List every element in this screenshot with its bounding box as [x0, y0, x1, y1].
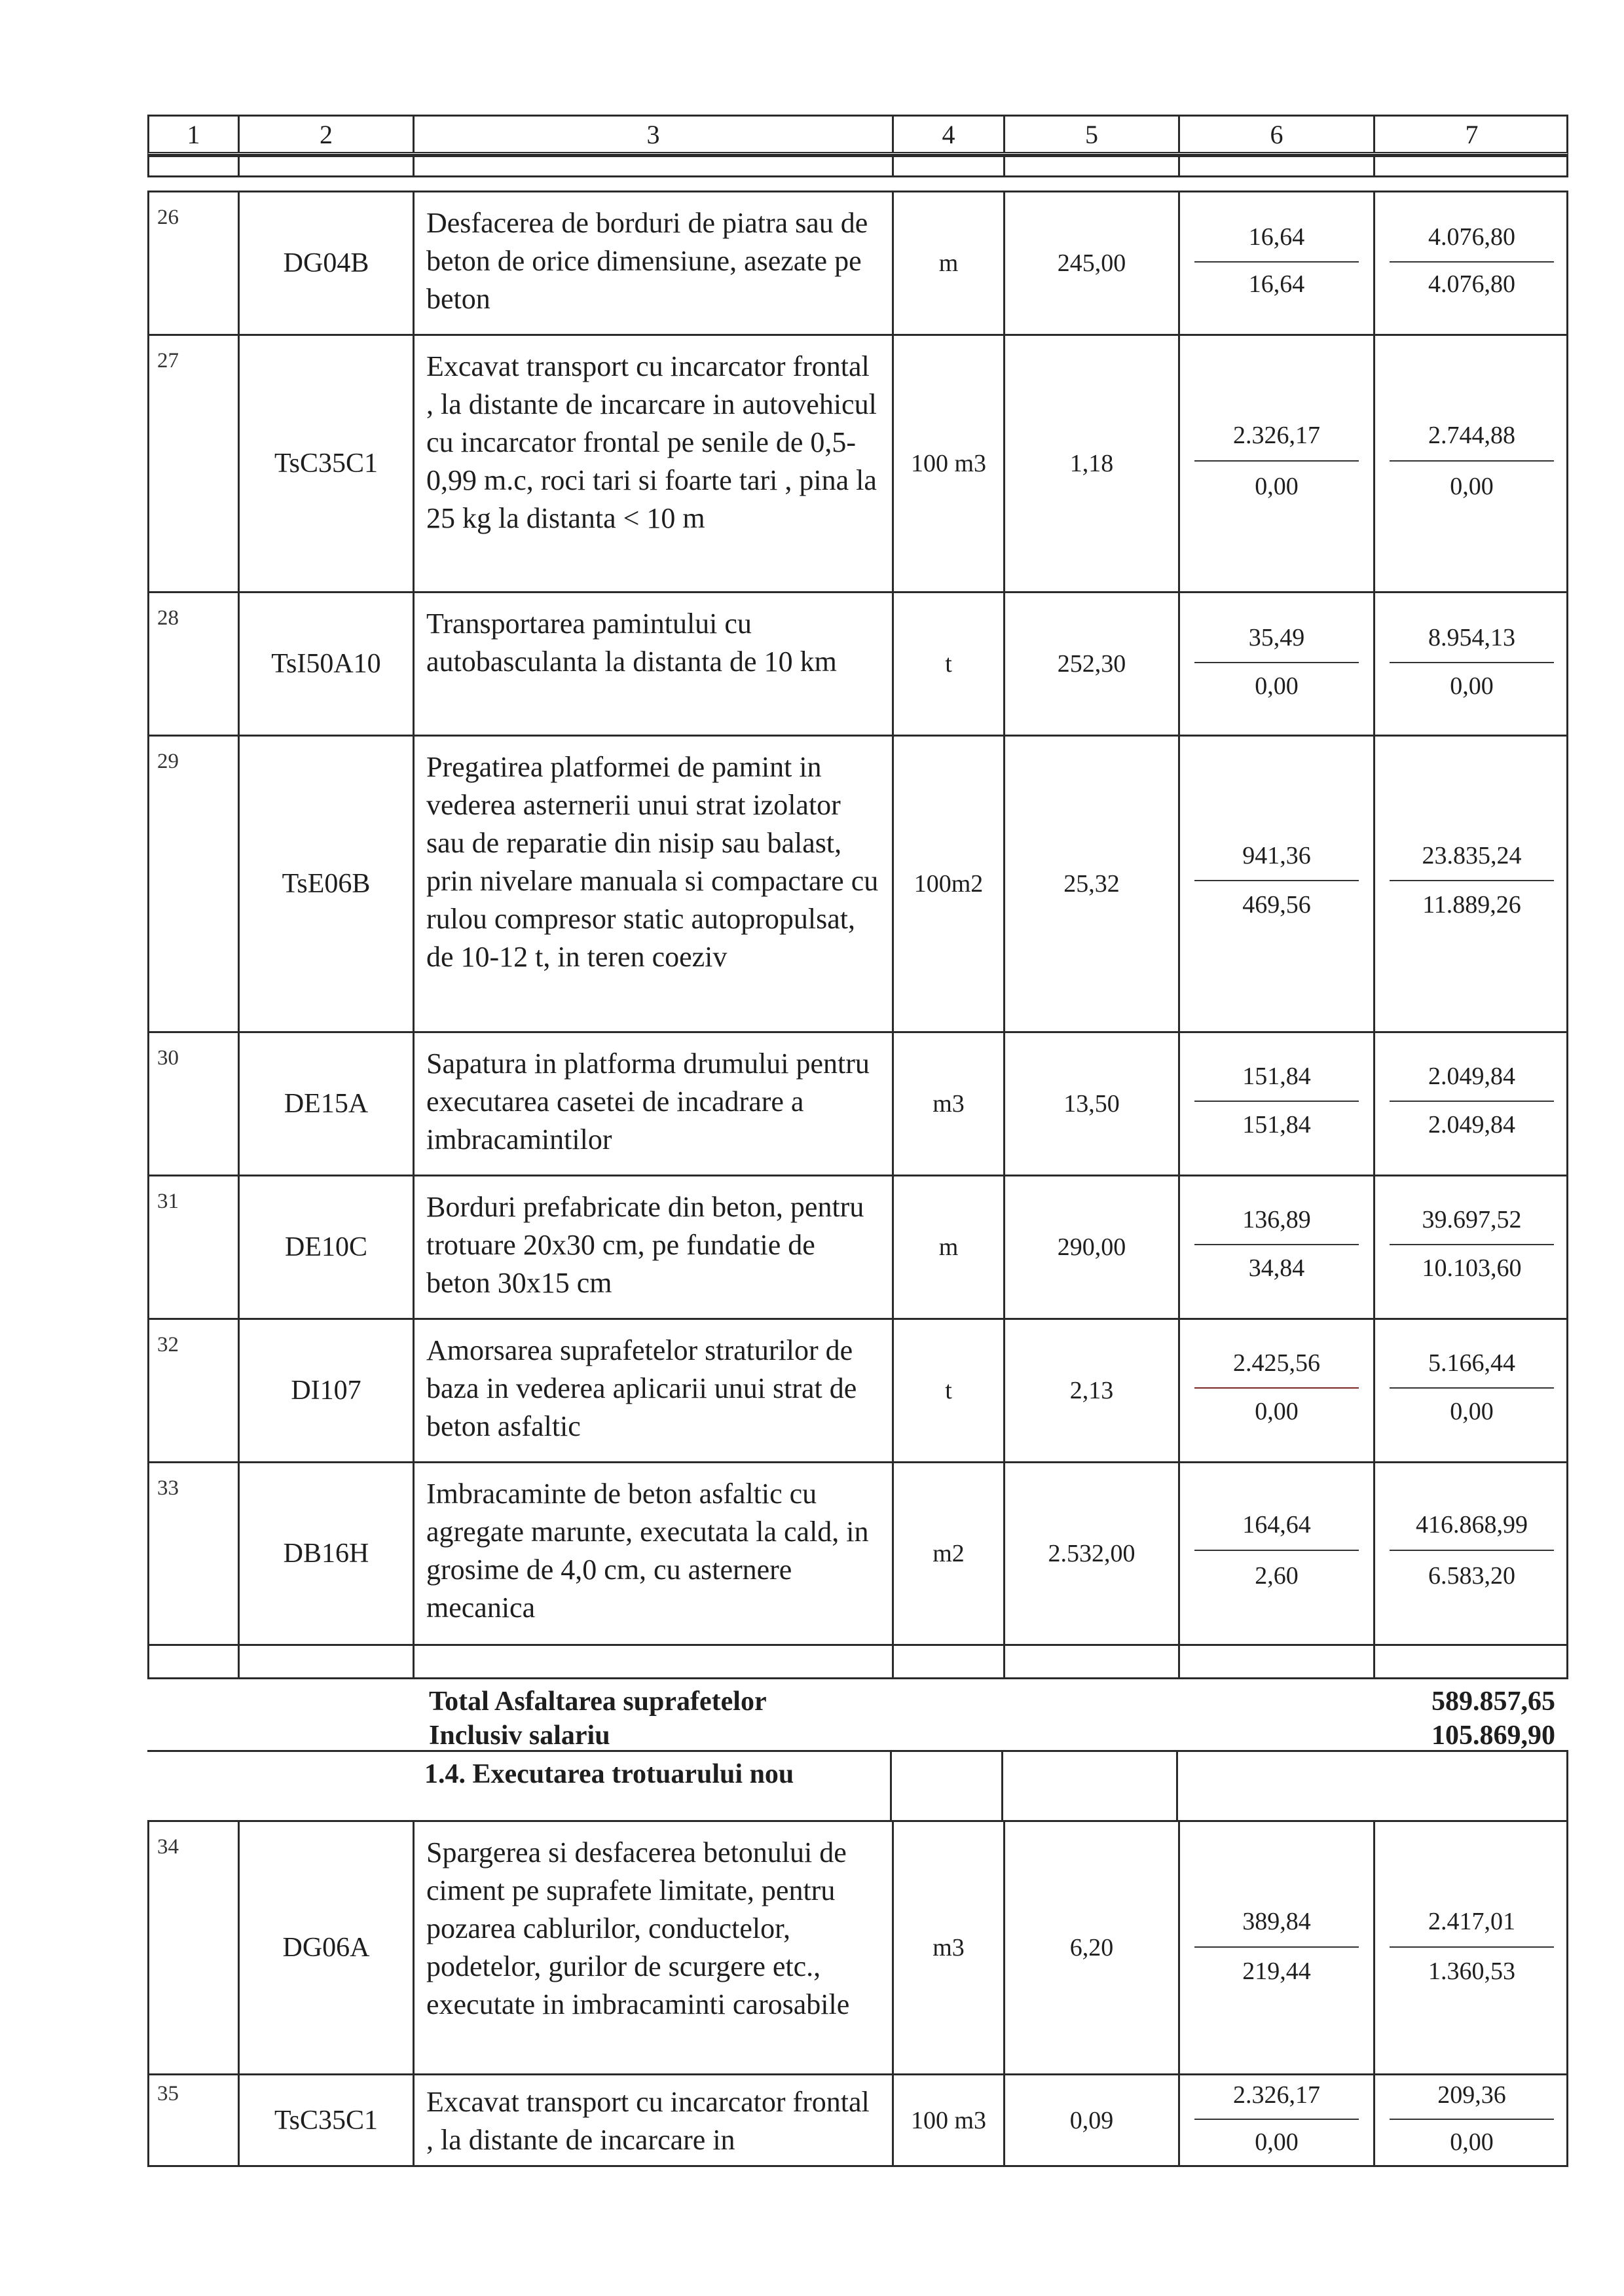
unit-price-salary: 151,84	[1242, 1111, 1311, 1139]
row-number: 27	[157, 349, 179, 373]
summary-salary-label: Inclusiv salariu	[429, 1721, 610, 1751]
unit-price: 136,89	[1242, 1206, 1311, 1233]
table-row	[147, 1031, 1568, 1176]
quantity: 2,13	[1069, 1377, 1114, 1404]
unit-of-measure: 100m2	[913, 870, 984, 898]
unit-price-salary: 0,00	[1255, 1398, 1299, 1425]
total-salary: 0,00	[1450, 1398, 1494, 1425]
unit-price: 389,84	[1242, 1908, 1311, 1935]
unit-price: 164,64	[1242, 1511, 1311, 1539]
total-value: 2.049,84	[1428, 1063, 1515, 1090]
work-description: Desfacerea de borduri de piatra sau de beton de orice dimensiune, asezate pe beton	[426, 207, 868, 315]
unit-of-measure: t	[945, 650, 952, 678]
header-col-3: 3	[415, 117, 894, 152]
table-row	[147, 1318, 1568, 1463]
summary-row	[147, 1677, 1568, 1752]
row-number: 26	[157, 206, 179, 229]
unit-price: 16,64	[1248, 223, 1305, 251]
total-value: 416.868,99	[1416, 1511, 1528, 1539]
table-row	[147, 591, 1568, 737]
table-row	[147, 1175, 1568, 1320]
total-salary: 11.889,26	[1422, 891, 1521, 919]
row-number: 29	[157, 750, 179, 773]
unit-price: 941,36	[1242, 842, 1311, 869]
unit-price-salary: 0,00	[1255, 672, 1299, 700]
total-salary: 0,00	[1450, 473, 1494, 500]
header-col-7: 7	[1465, 119, 1479, 149]
table-row	[147, 2073, 1568, 2167]
article-code: DG04B	[283, 248, 369, 278]
table-header	[147, 115, 1568, 155]
quantity: 252,30	[1057, 650, 1126, 678]
summary-total-label: Total Asfaltarea suprafetelor	[429, 1686, 767, 1717]
row-number: 31	[157, 1190, 179, 1213]
row-number: 30	[157, 1046, 179, 1070]
table-row	[147, 1461, 1568, 1646]
section-title: 1.4. Executarea trotuarului nou	[424, 1759, 794, 1789]
unit-of-measure: m3	[932, 1090, 965, 1118]
unit-of-measure: 100 m3	[910, 450, 987, 477]
unit-of-measure: m	[938, 249, 959, 277]
quantity: 290,00	[1057, 1233, 1126, 1261]
unit-price-salary: 16,64	[1248, 270, 1305, 298]
table-row	[147, 334, 1568, 593]
summary-salary-value: 105.869,90	[1431, 1721, 1555, 1751]
row-number: 35	[157, 2082, 179, 2105]
total-value: 8.954,13	[1428, 624, 1515, 651]
work-description: Sapatura in platforma drumului pentru executarea casetei de incadrare a imbracamintilor	[426, 1048, 870, 1156]
summary-total-value: 589.857,65	[1431, 1686, 1555, 1717]
quantity: 13,50	[1063, 1090, 1120, 1118]
work-description: Pregatirea platformei de pamint in vederea asternerii unui strat izolator sau de reparatie din nisip sau balast, prin nivelare manuala si compactare cu rulou compresor static autopropulsat, de 10-12 t, in teren coeziv	[426, 751, 879, 973]
table-row	[147, 735, 1568, 1033]
total-value: 23.835,24	[1422, 842, 1522, 869]
unit-price-salary: 0,00	[1255, 473, 1299, 500]
spacer-row	[147, 1644, 1568, 1679]
unit-price-salary: 0,00	[1255, 2128, 1299, 2156]
total-salary: 0,00	[1450, 672, 1494, 700]
quantity: 25,32	[1063, 870, 1120, 898]
unit-of-measure: 100 m3	[910, 2106, 987, 2134]
unit-price: 35,49	[1248, 624, 1305, 651]
header-col-4: 4	[894, 117, 1005, 152]
article-code: DE10C	[285, 1232, 367, 1262]
unit-of-measure: m3	[932, 1934, 965, 1961]
total-value: 5.166,44	[1428, 1349, 1515, 1377]
header-spacer-row	[147, 155, 1568, 177]
work-description: Imbracaminte de beton asfaltic cu agregate marunte, executata la cald, in grosime de 4,0 cm, cu asternere mecanica	[426, 1478, 869, 1624]
article-code: DB16H	[283, 1539, 369, 1569]
work-description: Excavat transport cu incarcator frontal , la distante de incarcare in autovehicul cu incarcator frontal pe senile de 0,5-0,99 m.c, roci tari si foarte tari , pina la 25 kg la distanta < 10 m	[426, 350, 877, 534]
work-description: Transportarea pamintului cu autobasculanta la distanta de 10 km	[426, 608, 837, 678]
article-code: DG06A	[282, 1933, 370, 1963]
row-number: 28	[157, 606, 179, 630]
total-value: 2.417,01	[1428, 1908, 1515, 1935]
row-number: 33	[157, 1476, 179, 1500]
header-col-6: 6	[1180, 117, 1375, 152]
row-number: 34	[157, 1835, 179, 1859]
header-col-5: 5	[1005, 117, 1180, 152]
article-code: DE15A	[284, 1089, 369, 1119]
unit-price-salary: 2,60	[1255, 1562, 1299, 1590]
unit-of-measure: m2	[932, 1540, 965, 1567]
total-value: 39.697,52	[1422, 1206, 1522, 1233]
article-code: TsC35C1	[274, 448, 378, 479]
total-salary: 10.103,60	[1422, 1254, 1522, 1282]
table-row	[147, 1820, 1568, 2075]
total-salary: 6.583,20	[1428, 1562, 1515, 1590]
row-number: 32	[157, 1333, 179, 1357]
table-row	[147, 191, 1568, 336]
unit-price: 2.326,17	[1233, 422, 1320, 449]
article-code: TsE06B	[282, 869, 371, 899]
quantity: 245,00	[1057, 249, 1126, 277]
unit-of-measure: m	[938, 1233, 959, 1261]
total-value: 2.744,88	[1428, 422, 1515, 449]
total-salary: 4.076,80	[1428, 270, 1515, 298]
work-description: Spargerea si desfacerea betonului de ciment pe suprafete limitate, pentru pozarea cablurilor, conductelor, podetelor, gurilor de scurgere etc., executate in imbracaminti carosabile	[426, 1836, 850, 2020]
total-value: 209,36	[1437, 2081, 1506, 2109]
header-col-2: 2	[240, 117, 415, 152]
unit-price-salary: 469,56	[1242, 891, 1311, 919]
quantity: 1,18	[1069, 450, 1114, 477]
unit-price: 151,84	[1242, 1063, 1311, 1090]
article-code: DI107	[291, 1376, 361, 1406]
unit-price: 2.326,17	[1233, 2081, 1320, 2109]
work-description: Amorsarea suprafetelor straturilor de baza in vederea aplicarii unui strat de beton asfaltic	[426, 1334, 857, 1442]
total-salary: 1.360,53	[1428, 1958, 1515, 1985]
total-value: 4.076,80	[1428, 223, 1515, 251]
total-salary: 2.049,84	[1428, 1111, 1515, 1139]
article-code: TsI50A10	[271, 649, 381, 679]
header-col-1: 1	[149, 117, 240, 152]
quantity: 2.532,00	[1048, 1540, 1135, 1567]
total-salary: 0,00	[1450, 2128, 1494, 2156]
unit-price-salary: 34,84	[1248, 1254, 1305, 1282]
quantity: 6,20	[1069, 1934, 1114, 1961]
section-row	[147, 1750, 1568, 1822]
unit-of-measure: t	[945, 1377, 952, 1404]
unit-price: 2.425,56	[1233, 1349, 1320, 1377]
article-code: TsC35C1	[274, 2105, 378, 2136]
quantity: 0,09	[1069, 2106, 1114, 2134]
work-description: Borduri prefabricate din beton, pentru trotuare 20x30 cm, pe fundatie de beton 30x15 cm	[426, 1191, 864, 1299]
unit-price-salary: 219,44	[1242, 1958, 1311, 1985]
work-description: Excavat transport cu incarcator frontal , la distante de incarcare in	[426, 2086, 870, 2156]
